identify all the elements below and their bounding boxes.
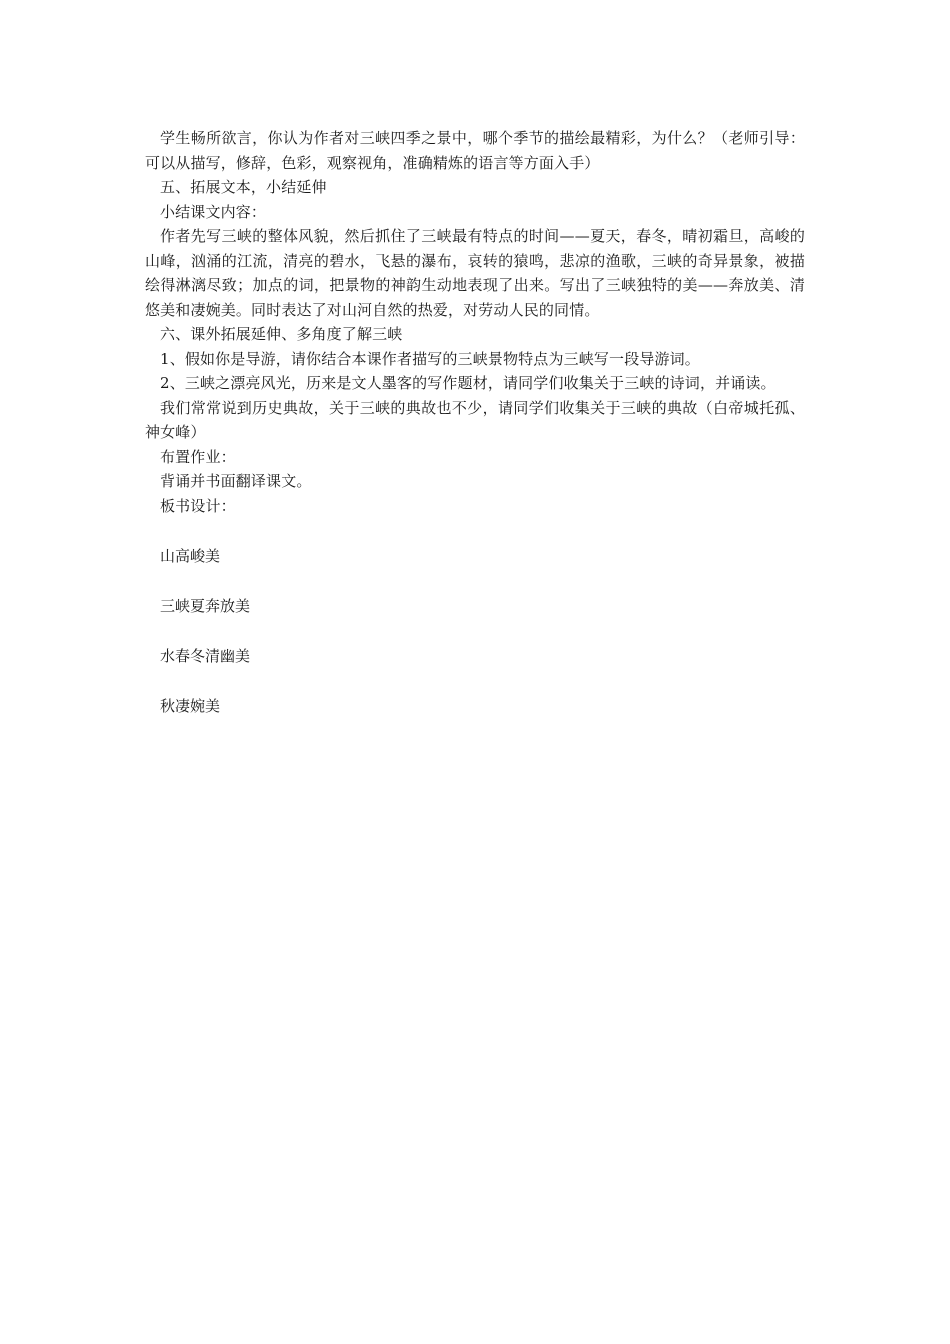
board-design-label: 板书设计：	[160, 496, 236, 515]
board-line: 水春冬清幽美	[160, 647, 251, 665]
paragraph-allusions: 我们常常说到历史典故，关于三峡的典故也不少，请同学们收集关于三峡的典故（白帝城托孤、神女峰）	[145, 398, 805, 441]
task-item-1: 1、假如你是导游，请你结合本课作者描写的三峡景物特点为三峡写一段导游词。	[160, 349, 700, 368]
summary-label: 小结课文内容：	[160, 202, 267, 221]
paragraph-summary: 作者先写三峡的整体风貌，然后抓住了三峡最有特点的时间——夏天，春冬，晴初霜旦，高峻的山峰，汹涌的江流，清亮的碧水，飞悬的瀑布，哀转的猿鸣，悲凉的渔歌，三峡的奇异景象，被描绘得淋漓尽致；加点的词，把景物的神韵生动地表现了出来。写出了三峡独特的美——奔放美、清悠美和凄婉美。同时表达了对山河自然的热爱，对劳动人民的同情。	[145, 227, 805, 319]
homework-text: 背诵并书面翻译课文。	[160, 472, 312, 490]
document-page	[145, 126, 805, 744]
section-heading-6: 六、课外拓展延伸、多角度了解三峡	[160, 325, 403, 343]
board-line: 山高峻美	[160, 547, 221, 565]
board-design	[145, 544, 805, 718]
board-line: 秋凄婉美	[160, 697, 221, 715]
homework-label: 布置作业：	[160, 447, 236, 466]
paragraph-discussion: 学生畅所欲言，你认为作者对三峡四季之景中，哪个季节的描绘最精彩，为什么？（老师引导：可以从描写，修辞，色彩，观察视角，准确精炼的语言等方面入手）	[145, 129, 805, 172]
task-item-2: 2、三峡之漂亮风光，历来是文人墨客的写作题材，请同学们收集关于三峡的诗词，并诵读。	[160, 374, 776, 392]
board-line: 三峡夏奔放美	[160, 597, 251, 615]
section-heading-5: 五、拓展文本，小结延伸	[160, 178, 327, 196]
